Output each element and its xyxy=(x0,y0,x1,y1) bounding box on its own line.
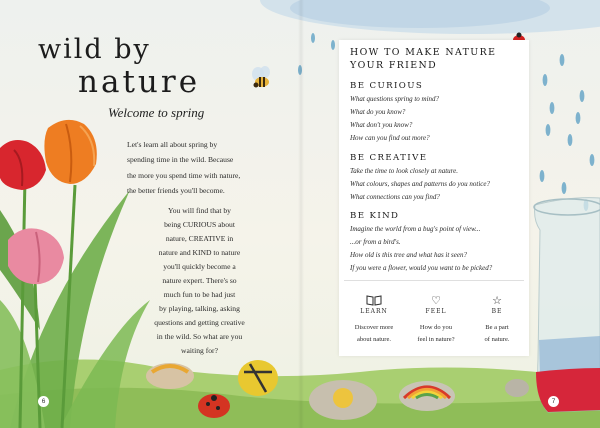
page-title-line2: nature xyxy=(78,64,201,100)
book-icon xyxy=(344,294,404,306)
star-icon: ☆ xyxy=(492,295,502,307)
be-block xyxy=(468,294,526,345)
question-text: ...or from a bird's. xyxy=(350,238,401,246)
be-text xyxy=(468,322,526,345)
question-text: What do you know? xyxy=(350,108,406,116)
learn-block xyxy=(344,294,404,345)
intro-paragraph xyxy=(127,137,277,199)
learn-text xyxy=(344,322,404,345)
question-text: What colours, shapes and patterns do you notice? xyxy=(350,180,490,188)
feel-label: FEEL xyxy=(425,308,447,315)
section-subtitle: Welcome to spring xyxy=(108,105,205,120)
question-text: If you were a flower, would you want to be picked? xyxy=(350,264,493,272)
heading-be-creative: BE CREATIVE xyxy=(350,153,428,163)
intro-line: spending time in the wild. Because xyxy=(127,155,234,165)
orange-tulip xyxy=(44,120,96,184)
main-line: nature and KIND to nature xyxy=(158,248,241,257)
main-line: in the wild. So what are you xyxy=(156,332,243,341)
intro-line: Let's learn all about spring by xyxy=(127,140,218,149)
main-line: you'll quickly become a xyxy=(163,262,236,271)
intro-line: the more you spend time with nature, xyxy=(127,170,241,180)
main-line: being CURIOUS about xyxy=(164,220,235,229)
feel-block xyxy=(406,294,466,345)
main-line: questions and getting creative xyxy=(154,318,245,327)
card-divider xyxy=(344,280,524,281)
heading-be-kind: BE KIND xyxy=(350,211,400,221)
main-line: waiting for? xyxy=(181,346,218,355)
page-number-right: 7 xyxy=(548,396,559,407)
question-text: How old is this tree and what has it seen? xyxy=(350,251,467,259)
glass-jar xyxy=(534,198,600,412)
main-line: much fun to be had just xyxy=(163,290,236,299)
question-text: Take the time to look closely at nature. xyxy=(350,167,458,175)
feel-text-line: How do you xyxy=(419,324,453,331)
be-text-line: of nature. xyxy=(484,335,510,343)
feel-text-line: feel in nature? xyxy=(417,335,455,343)
card-title xyxy=(350,46,496,72)
learn-label: LEARN xyxy=(360,308,388,315)
be-text-line: Be a part xyxy=(485,324,509,331)
learn-text-line: about nature. xyxy=(357,335,391,343)
learn-text-line: Discover more xyxy=(354,324,394,331)
page-number-left: 6 xyxy=(38,396,49,407)
bee-icon xyxy=(252,66,270,88)
heading-be-curious: BE CURIOUS xyxy=(350,81,424,91)
page-gutter xyxy=(298,0,304,428)
main-paragraph xyxy=(117,204,282,358)
question-text: Imagine the world from a bug's point of view... xyxy=(350,225,481,233)
main-line: nature, CREATIVE in xyxy=(165,234,234,243)
nature-friend-card xyxy=(339,40,529,356)
question-text: What connections can you find? xyxy=(350,193,440,201)
intro-line: the better friends you'll become. xyxy=(127,186,225,196)
main-line: nature expert. There's so xyxy=(162,276,237,285)
card-title-line2: YOUR FRIEND xyxy=(350,60,438,71)
heart-icon: ♡ xyxy=(431,295,441,307)
be-label: BE xyxy=(491,308,503,315)
main-line: by playing, talking, asking xyxy=(159,304,240,313)
question-text: How can you find out more? xyxy=(350,134,430,142)
main-line: You will find that by xyxy=(168,206,231,215)
red-tulip xyxy=(0,140,46,190)
pink-tulip xyxy=(8,228,64,284)
page-title-line1: wild by xyxy=(38,34,151,65)
question-text: What questions spring to mind? xyxy=(350,95,440,103)
feel-text xyxy=(406,322,466,345)
question-text: What don't you know? xyxy=(350,121,413,129)
card-title-line1: HOW TO MAKE NATURE xyxy=(350,47,497,58)
